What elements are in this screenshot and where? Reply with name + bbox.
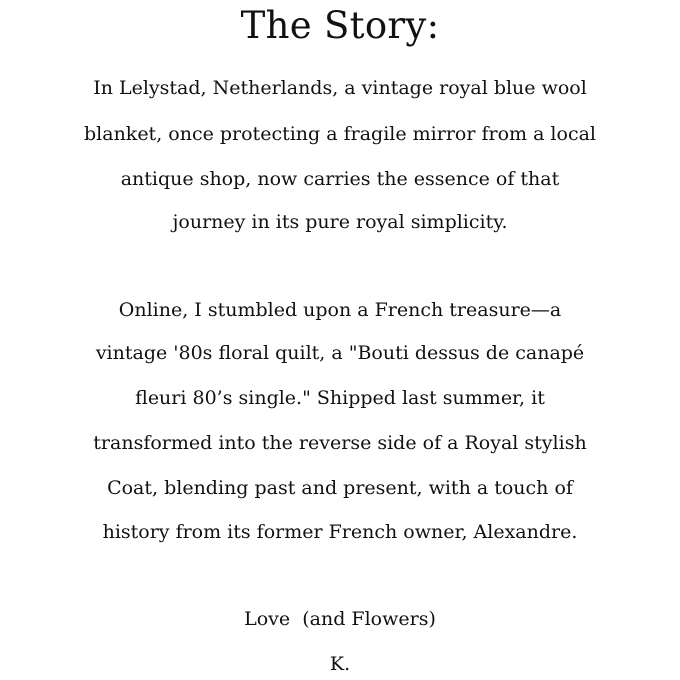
page-title: The Story:: [240, 4, 440, 47]
signature: K.: [329, 653, 351, 675]
story-line: history from its former French owner, Alexandre.: [102, 521, 578, 543]
story-line: antique shop, now carries the essence of that: [120, 168, 560, 190]
story-line: Coat, blending past and present, with a touch of: [107, 477, 573, 499]
story-line: vintage '80s floral quilt, a "Bouti dessus de canapé: [95, 342, 585, 364]
story-line: journey in its pure royal simplicity.: [172, 211, 508, 233]
story-line: In Lelystad, Netherlands, a vintage royal blue wool: [93, 77, 587, 99]
story-line: fleuri 80’s single." Shipped last summer, it: [135, 387, 545, 409]
story-line: blanket, once protecting a fragile mirror from a local: [84, 123, 596, 145]
story-line: transformed into the reverse side of a Royal stylish: [93, 432, 587, 454]
closing-line: Love (and Flowers): [244, 608, 436, 630]
story-line: Online, I stumbled upon a French treasure—a: [118, 299, 562, 321]
